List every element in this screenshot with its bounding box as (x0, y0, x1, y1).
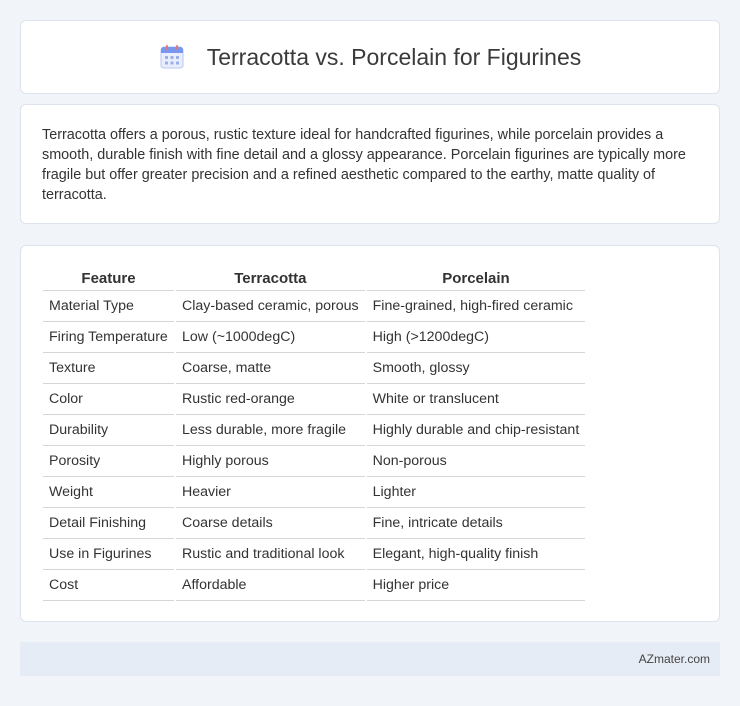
terracotta-cell: Heavier (176, 477, 365, 508)
porcelain-cell: Smooth, glossy (367, 353, 586, 384)
feature-cell: Porosity (43, 446, 174, 477)
feature-cell: Material Type (43, 291, 174, 322)
porcelain-cell: Elegant, high-quality finish (367, 539, 586, 570)
page-title: Terracotta vs. Porcelain for Figurines (206, 43, 582, 70)
header-feature: Feature (43, 268, 174, 291)
terracotta-cell: Less durable, more fragile (176, 415, 365, 446)
table-row (43, 477, 585, 508)
table-row (43, 415, 585, 446)
intro-card (20, 104, 720, 224)
table-row (43, 384, 585, 415)
footer-site-link[interactable]: AZmater.com (638, 652, 710, 666)
header-terracotta: Terracotta (176, 268, 365, 291)
header-card (20, 20, 720, 94)
feature-cell: Detail Finishing (43, 508, 174, 539)
table-row (43, 570, 585, 601)
porcelain-cell: High (>1200degC) (367, 322, 586, 353)
porcelain-cell: Fine-grained, high-fired ceramic (367, 291, 586, 322)
terracotta-cell: Low (~1000degC) (176, 322, 365, 353)
porcelain-cell: Lighter (367, 477, 586, 508)
table-row (43, 539, 585, 570)
terracotta-cell: Clay-based ceramic, porous (176, 291, 365, 322)
terracotta-cell: Affordable (176, 570, 365, 601)
terracotta-cell: Rustic red-orange (176, 384, 365, 415)
terracotta-cell: Coarse, matte (176, 353, 365, 384)
porcelain-cell: Highly durable and chip-resistant (367, 415, 586, 446)
feature-cell: Weight (43, 477, 174, 508)
table-row (43, 446, 585, 477)
table-card (20, 245, 720, 622)
intro-text: Terracotta offers a porous, rustic texture ideal for handcrafted figurines, while porcelain provides a smooth, durable finish with fine detail and a glossy appearance. Porcelain figurines are typically more fragile but offer greater precision and a refined aesthetic compared to the earthy, matte quality of terracotta. (42, 127, 686, 203)
table-row (43, 291, 585, 322)
feature-cell: Firing Temperature (43, 322, 174, 353)
feature-cell: Color (43, 384, 174, 415)
footer (20, 642, 720, 676)
calendar-icon (159, 44, 185, 70)
feature-cell: Use in Figurines (43, 539, 174, 570)
terracotta-cell: Rustic and traditional look (176, 539, 365, 570)
header (21, 21, 719, 93)
feature-cell: Texture (43, 353, 174, 384)
table-header-row (43, 268, 585, 291)
feature-cell: Cost (43, 570, 174, 601)
porcelain-cell: White or translucent (367, 384, 586, 415)
table-row (43, 508, 585, 539)
porcelain-cell: Fine, intricate details (367, 508, 586, 539)
table-row (43, 322, 585, 353)
porcelain-cell: Higher price (367, 570, 586, 601)
terracotta-cell: Coarse details (176, 508, 365, 539)
terracotta-cell: Highly porous (176, 446, 365, 477)
header-porcelain: Porcelain (367, 268, 586, 291)
porcelain-cell: Non-porous (367, 446, 586, 477)
comparison-table (41, 268, 587, 601)
feature-cell: Durability (43, 415, 174, 446)
table-row (43, 353, 585, 384)
